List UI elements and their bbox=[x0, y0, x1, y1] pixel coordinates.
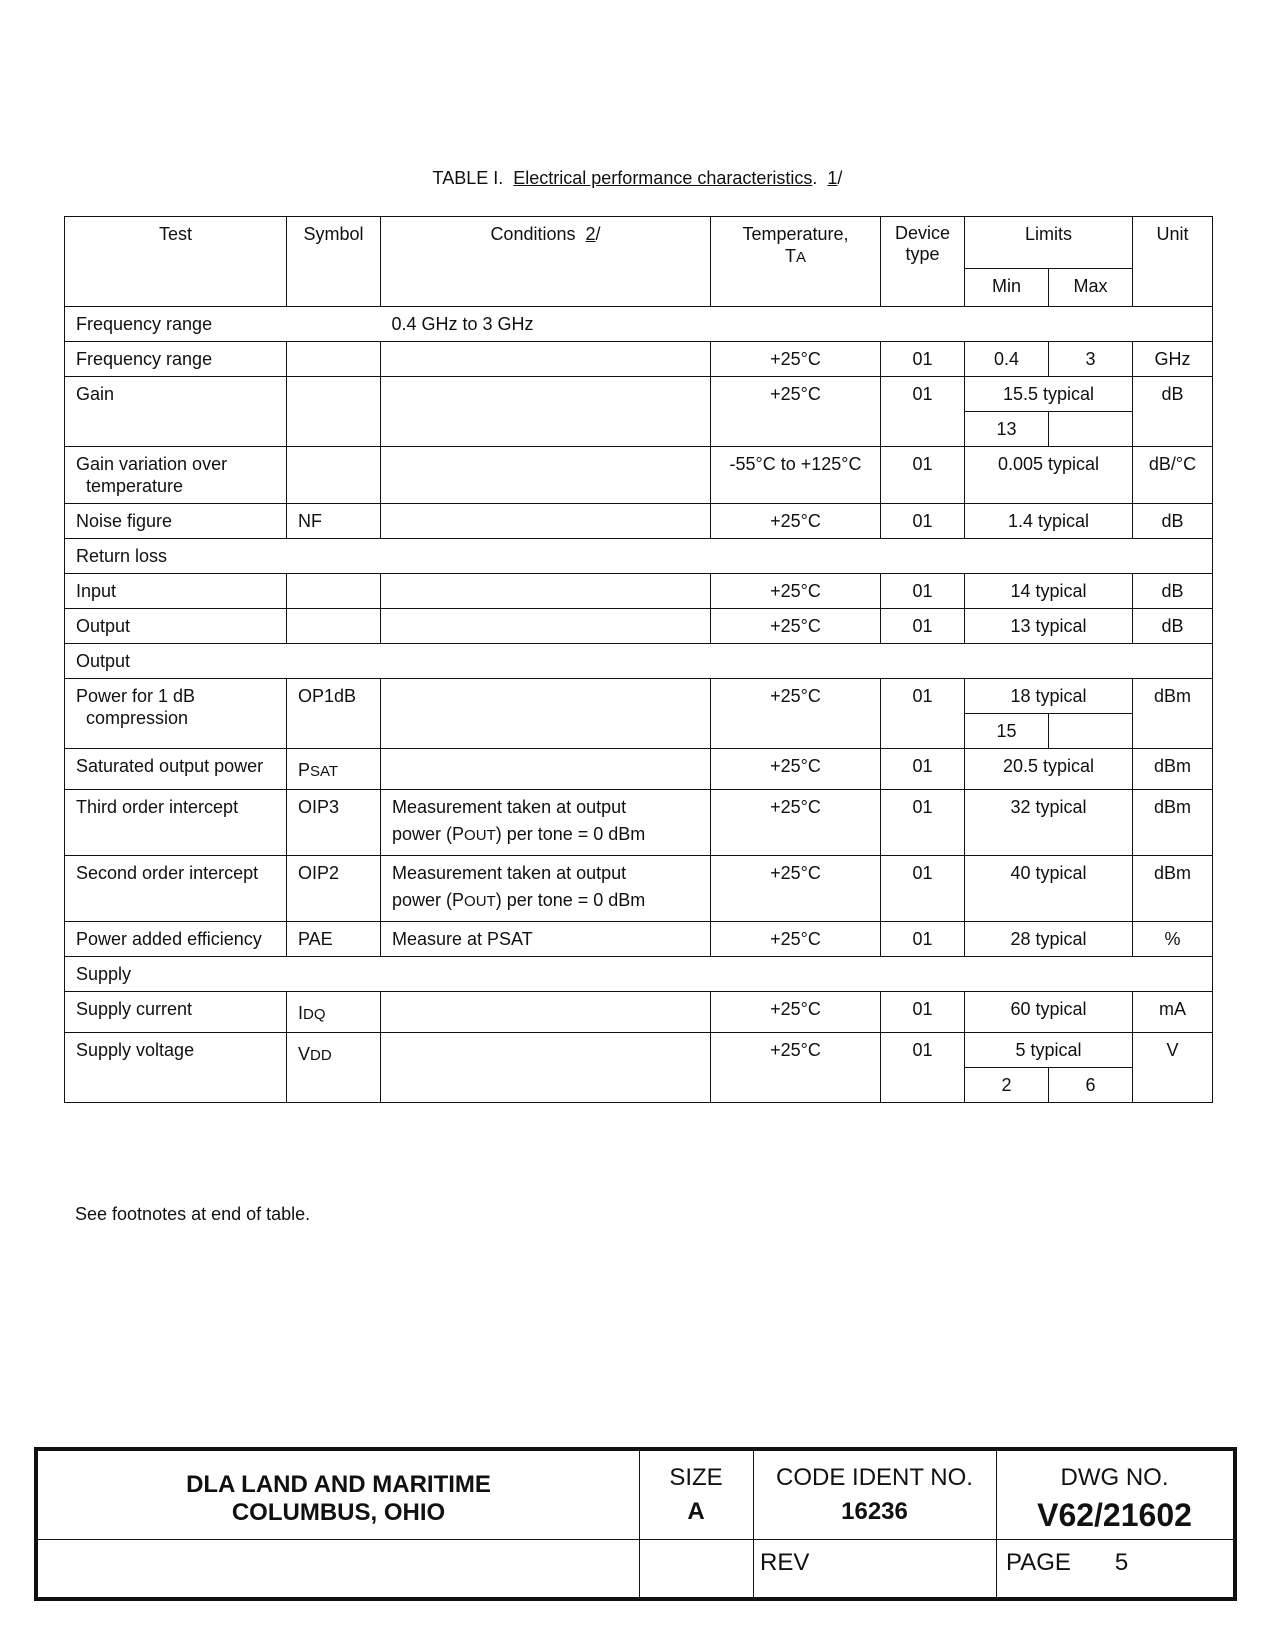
cond-post: ) per tone = 0 dBm bbox=[495, 824, 646, 844]
cell-typical: 14 typical bbox=[965, 574, 1133, 609]
header-conditions-label: Conditions bbox=[490, 224, 576, 244]
header-temperature bbox=[711, 217, 881, 307]
cell-conditions bbox=[381, 377, 711, 447]
table-row bbox=[65, 539, 1213, 574]
cell-conditions bbox=[381, 856, 711, 922]
table-row bbox=[65, 447, 1213, 504]
size-label: SIZE bbox=[669, 1464, 723, 1491]
cell-symbol: NF bbox=[287, 504, 381, 539]
cell-test-line2: temperature bbox=[86, 476, 184, 496]
symbol-sub: SAT bbox=[310, 763, 339, 780]
cell-test: Input bbox=[65, 574, 287, 609]
cell-symbol bbox=[287, 992, 381, 1033]
cell-unit: % bbox=[1133, 922, 1213, 957]
cell-typical: 28 typical bbox=[965, 922, 1133, 957]
dwg-label: DWG NO. bbox=[1060, 1464, 1169, 1491]
cond-pre: power (P bbox=[392, 824, 465, 844]
cell-unit: dB/°C bbox=[1133, 447, 1213, 504]
rev-label: REV bbox=[760, 1549, 810, 1576]
table-row bbox=[65, 992, 1213, 1033]
cell-device: 01 bbox=[881, 504, 965, 539]
table-row bbox=[65, 504, 1213, 539]
cell-typical: 20.5 typical bbox=[965, 749, 1133, 790]
cell-unit: dBm bbox=[1133, 856, 1213, 922]
code-block bbox=[753, 1461, 996, 1529]
cell-test-line1: Gain variation over bbox=[76, 454, 228, 474]
header-conditions-slash: / bbox=[595, 224, 601, 244]
cell-symbol bbox=[287, 377, 381, 447]
header-min: Min bbox=[965, 269, 1049, 307]
performance-table bbox=[64, 216, 1213, 1103]
header-temperature-sub: A bbox=[795, 249, 806, 266]
table-row bbox=[65, 957, 1213, 992]
header-conditions bbox=[381, 217, 711, 307]
cond-line1: Measurement taken at output bbox=[392, 797, 627, 817]
header-test: Test bbox=[65, 217, 287, 307]
cell-typical: 5 typical bbox=[965, 1033, 1133, 1068]
title-block bbox=[34, 1447, 1237, 1601]
header-temperature-label: Temperature, bbox=[742, 224, 849, 244]
cell-temp: +25°C bbox=[711, 749, 881, 790]
cell-test: Second order intercept bbox=[65, 856, 287, 922]
cell-conditions bbox=[381, 992, 711, 1033]
footnote-reference: See footnotes at end of table. bbox=[75, 1204, 311, 1224]
cell-temp: +25°C bbox=[711, 377, 881, 447]
cell-temp: +25°C bbox=[711, 922, 881, 957]
cell-min: 13 bbox=[965, 412, 1049, 447]
cell-unit: dBm bbox=[1133, 679, 1213, 749]
page-label: PAGE bbox=[1006, 1549, 1071, 1576]
header-unit: Unit bbox=[1133, 217, 1213, 307]
cell-typical: 15.5 typical bbox=[965, 377, 1133, 412]
cell-conditions bbox=[381, 447, 711, 504]
cell-typical: 0.005 typical bbox=[965, 447, 1133, 504]
cell-test: Third order intercept bbox=[65, 790, 287, 856]
symbol-sub: DQ bbox=[303, 1006, 326, 1023]
header-device-2: type bbox=[905, 244, 940, 264]
cell-test: Saturated output power bbox=[65, 749, 287, 790]
cell-temp: +25°C bbox=[711, 504, 881, 539]
cell-symbol bbox=[287, 609, 381, 644]
cell-max: 3 bbox=[1049, 342, 1133, 377]
cell-symbol bbox=[287, 574, 381, 609]
cell-symbol bbox=[287, 1033, 381, 1103]
table-row bbox=[65, 342, 1213, 377]
cell-device: 01 bbox=[881, 679, 965, 749]
dwg-value: V62/21602 bbox=[1037, 1497, 1192, 1533]
cell-unit: dB bbox=[1133, 377, 1213, 447]
cell-conditions bbox=[381, 609, 711, 644]
header-symbol: Symbol bbox=[287, 217, 381, 307]
header-conditions-ref: 2 bbox=[585, 224, 596, 244]
cell-test: Power added efficiency bbox=[65, 922, 287, 957]
cell-symbol bbox=[287, 749, 381, 790]
header-device-1: Device bbox=[894, 223, 951, 243]
table-row bbox=[65, 856, 1213, 922]
cell-unit: dB bbox=[1133, 574, 1213, 609]
org-name bbox=[38, 1471, 639, 1527]
table-row bbox=[65, 377, 1213, 412]
table-row bbox=[65, 574, 1213, 609]
cell-conditions bbox=[381, 504, 711, 539]
cond-pre: power (P bbox=[392, 890, 465, 910]
org-line1: DLA LAND AND MARITIME bbox=[186, 1471, 491, 1498]
cell-temp: +25°C bbox=[711, 856, 881, 922]
cell-device: 01 bbox=[881, 342, 965, 377]
cond-post: ) per tone = 0 dBm bbox=[495, 890, 646, 910]
cell-conditions: Measure at PSAT bbox=[381, 922, 711, 957]
cell-typical: 18 typical bbox=[965, 679, 1133, 714]
cell-unit: dB bbox=[1133, 609, 1213, 644]
cell-symbol: PAE bbox=[287, 922, 381, 957]
table-row bbox=[65, 679, 1213, 714]
cell-temp: +25°C bbox=[711, 992, 881, 1033]
cell-temp: +25°C bbox=[711, 609, 881, 644]
cell-unit: dB bbox=[1133, 504, 1213, 539]
cell-max bbox=[1049, 714, 1133, 749]
dwg-block bbox=[996, 1461, 1233, 1535]
cell-test: Frequency range bbox=[65, 307, 381, 342]
table-caption bbox=[0, 168, 1275, 189]
cell-symbol: OIP3 bbox=[287, 790, 381, 856]
cell-test bbox=[65, 679, 287, 749]
cell-test bbox=[65, 447, 287, 504]
cell-test: Supply current bbox=[65, 992, 287, 1033]
divider bbox=[38, 1539, 1233, 1540]
cell-test: Noise figure bbox=[65, 504, 287, 539]
cell-unit: mA bbox=[1133, 992, 1213, 1033]
header-device-type bbox=[881, 217, 965, 307]
cond-line1: Measurement taken at output bbox=[392, 863, 627, 883]
cell-symbol: OP1dB bbox=[287, 679, 381, 749]
cell-device: 01 bbox=[881, 447, 965, 504]
header-max: Max bbox=[1049, 269, 1133, 307]
cell-temp: +25°C bbox=[711, 342, 881, 377]
symbol-sub: DD bbox=[310, 1047, 332, 1064]
cell-max: 6 bbox=[1049, 1068, 1133, 1103]
header-limits: Limits bbox=[965, 217, 1133, 269]
table-row bbox=[65, 922, 1213, 957]
cell-typical: 60 typical bbox=[965, 992, 1133, 1033]
cell-unit: dBm bbox=[1133, 790, 1213, 856]
cell-device: 01 bbox=[881, 377, 965, 447]
caption-prefix: TABLE I. bbox=[432, 168, 504, 188]
cell-test: Gain bbox=[65, 377, 287, 447]
cell-typical: 1.4 typical bbox=[965, 504, 1133, 539]
cell-symbol bbox=[287, 342, 381, 377]
symbol-main: I bbox=[298, 1003, 304, 1023]
cell-section: Supply bbox=[65, 957, 1213, 992]
cell-temp: +25°C bbox=[711, 1033, 881, 1103]
cell-conditions bbox=[381, 749, 711, 790]
cell-device: 01 bbox=[881, 574, 965, 609]
org-line2: COLUMBUS, OHIO bbox=[231, 1499, 446, 1526]
cell-section: Return loss bbox=[65, 539, 1213, 574]
cell-temp: -55°C to +125°C bbox=[711, 447, 881, 504]
cell-symbol: OIP2 bbox=[287, 856, 381, 922]
cell-conditions: 0.4 GHz to 3 GHz bbox=[381, 307, 1213, 342]
table-row bbox=[65, 1033, 1213, 1068]
cond-sub: OUT bbox=[464, 893, 496, 910]
table-row bbox=[65, 609, 1213, 644]
cell-typical: 40 typical bbox=[965, 856, 1133, 922]
cell-temp: +25°C bbox=[711, 574, 881, 609]
cell-conditions bbox=[381, 574, 711, 609]
cell-conditions bbox=[381, 790, 711, 856]
cell-unit: V bbox=[1133, 1033, 1213, 1103]
caption-title: Electrical performance characteristics bbox=[513, 168, 813, 188]
cell-min: 0.4 bbox=[965, 342, 1049, 377]
cell-device: 01 bbox=[881, 992, 965, 1033]
cell-temp: +25°C bbox=[711, 790, 881, 856]
table-row bbox=[65, 644, 1213, 679]
cell-symbol bbox=[287, 447, 381, 504]
table-row bbox=[65, 790, 1213, 856]
cell-section: Output bbox=[65, 644, 1213, 679]
cell-min: 2 bbox=[965, 1068, 1049, 1103]
page-block bbox=[1006, 1549, 1128, 1577]
caption-note-slash: / bbox=[837, 168, 843, 188]
cell-test-line2: compression bbox=[86, 708, 189, 728]
cell-min: 15 bbox=[965, 714, 1049, 749]
cell-typical: 13 typical bbox=[965, 609, 1133, 644]
cell-max bbox=[1049, 412, 1133, 447]
code-value: 16236 bbox=[841, 1498, 908, 1525]
cond-sub: OUT bbox=[464, 827, 496, 844]
cell-device: 01 bbox=[881, 922, 965, 957]
cell-conditions bbox=[381, 679, 711, 749]
code-label: CODE IDENT NO. bbox=[776, 1464, 973, 1491]
size-value: A bbox=[687, 1498, 705, 1525]
symbol-main: V bbox=[298, 1044, 311, 1064]
cell-conditions bbox=[381, 342, 711, 377]
cell-device: 01 bbox=[881, 749, 965, 790]
table-row bbox=[65, 307, 1213, 342]
cell-device: 01 bbox=[881, 856, 965, 922]
cell-test-line1: Power for 1 dB bbox=[76, 686, 196, 706]
cell-device: 01 bbox=[881, 790, 965, 856]
cell-test: Frequency range bbox=[65, 342, 287, 377]
caption-note-ref: 1 bbox=[827, 168, 838, 188]
caption-period: . bbox=[812, 168, 818, 188]
symbol-main: P bbox=[298, 760, 311, 780]
cell-unit: GHz bbox=[1133, 342, 1213, 377]
cell-typical: 32 typical bbox=[965, 790, 1133, 856]
cell-test: Supply voltage bbox=[65, 1033, 287, 1103]
cell-conditions bbox=[381, 1033, 711, 1103]
size-block bbox=[639, 1461, 753, 1529]
page-value: 5 bbox=[1114, 1549, 1129, 1576]
cell-device: 01 bbox=[881, 609, 965, 644]
header-row bbox=[65, 217, 1213, 269]
table-row bbox=[65, 749, 1213, 790]
cell-test: Output bbox=[65, 609, 287, 644]
header-temperature-symbol: T bbox=[784, 246, 796, 266]
cell-unit: dBm bbox=[1133, 749, 1213, 790]
cell-device: 01 bbox=[881, 1033, 965, 1103]
cell-temp: +25°C bbox=[711, 679, 881, 749]
